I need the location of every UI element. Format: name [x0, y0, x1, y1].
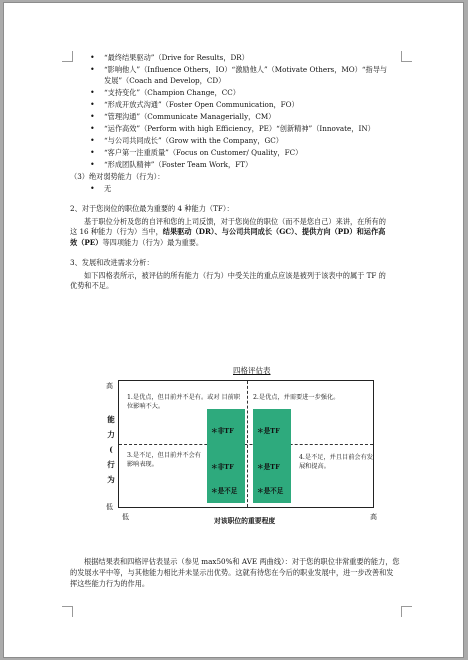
section-3-title: 3、发展和改进需求分析：: [70, 258, 154, 267]
section-3-body: 如下四格表所示，被评估的所有能力（行为）中受关注的重点应该是被列于该表中的属于 TF 的优势和不足。: [70, 270, 386, 290]
y-axis-high-label: 高: [106, 382, 113, 390]
crop-mark-top-right: [401, 51, 412, 62]
x-axis-title: 对该职位的重要程度: [214, 517, 276, 525]
y-axis-title-char: 能: [107, 415, 115, 424]
list-item: • “形成团队精神”（Foster Team Work，FT）: [70, 160, 390, 171]
chart-title: 四格评估表: [233, 366, 271, 375]
crop-mark-bottom-right: [401, 606, 412, 617]
y-axis-title-char: (: [109, 445, 113, 454]
green-item: ＊是不足: [211, 487, 238, 495]
quadrant-divider-horizontal: [119, 444, 373, 445]
list-item: • “运作高效”（Perform with high Efficiency，PE）“创新精神”（Innovate，IN）: [70, 124, 390, 135]
spacer: [70, 250, 390, 256]
quadrant-top-right-text: 2.是优点，并需要进一步强化。: [253, 394, 340, 401]
list-item: • “形成开放式沟通”（Foster Open Communication，FO）: [70, 100, 390, 111]
quadrant-top-left-text: 1.是优点，但目前并不是有。或对 目前职位影响不大。: [127, 394, 241, 410]
section-2-body: [70, 217, 390, 249]
green-item: ＊是TF: [257, 427, 280, 435]
sub-heading-weakness: （3）绝对弱势能力（行为）：: [70, 171, 165, 181]
body-text: [70, 53, 390, 294]
section-2-title: 2、对于您岗位的职位最为重要的 4 种能力（TF）：: [70, 204, 234, 213]
bullet-list-strengths: [70, 53, 390, 170]
section-2-body-pre: 基于职位分析及您的自评和您的上司反馈，对于您岗位的职位（而不是您自己）来讲，在所有的这 16 种能力（行为）当中，: [70, 216, 386, 236]
section-2-body-bold: 结果驱动（DR）、与公司共同成长（GC）、提供方向（PD）和运作高效（PE）: [70, 227, 386, 247]
y-axis-title-char: 力: [107, 430, 115, 439]
x-axis-low-label: 低: [122, 513, 129, 521]
y-axis-title-char: 为: [107, 475, 115, 484]
y-axis-low-label: 低: [106, 503, 113, 511]
spacer: [70, 196, 390, 202]
green-item: ＊是不足: [257, 487, 284, 495]
list-item: • “客户第一注重质量”（Focus on Customer/ Quality，FC）: [70, 148, 390, 159]
list-item: • “最终结果驱动”（Drive for Results，DR）: [70, 53, 390, 64]
conclusion-paragraph: 根据结果表和四格评估表显示（参见 max50%和 AVE 两曲线）：对于您的职位非常重要的能力，您的发展水平中等，与其他能力相比并未显示出优势。这就有待您在今后的职业发展中，进一步改善和发挥这些能力行为的作用。: [70, 557, 400, 589]
quadrant-bottom-left-text: 3.是不足，但目前并不会有影响表现。: [127, 452, 201, 468]
x-axis-high-label: 高: [370, 513, 377, 521]
y-axis-title: [106, 412, 116, 487]
list-item: • “影响他人”（Influence Others，IO）“激励他人”（Motivate Others，MO）“指导与发展”（Coach and Develop，CD）: [70, 65, 390, 86]
y-axis-title-char: 行: [107, 460, 115, 469]
list-item: • “与公司共同成长”（Grow with the Company，GC）: [70, 136, 390, 147]
bullet-list-weakness: [70, 184, 390, 195]
four-quadrant-chart: [118, 380, 374, 508]
section-2-body-post: 等四项能力（行为）最为重要。: [102, 237, 204, 247]
crop-mark-bottom-left: [62, 606, 73, 617]
green-item: ＊是TF: [257, 463, 280, 471]
green-item: ＊非TF: [211, 463, 234, 471]
list-item: • 无: [70, 184, 390, 195]
green-item: ＊非TF: [211, 427, 234, 435]
list-item: • “管理沟通”（Communicate Managerially，CM）: [70, 112, 390, 123]
list-item: • “支持变化”（Champion Change，CC）: [70, 88, 390, 99]
quadrant-bottom-right-text: 4.是不足，并且目前会有发展和提高。: [299, 454, 373, 470]
